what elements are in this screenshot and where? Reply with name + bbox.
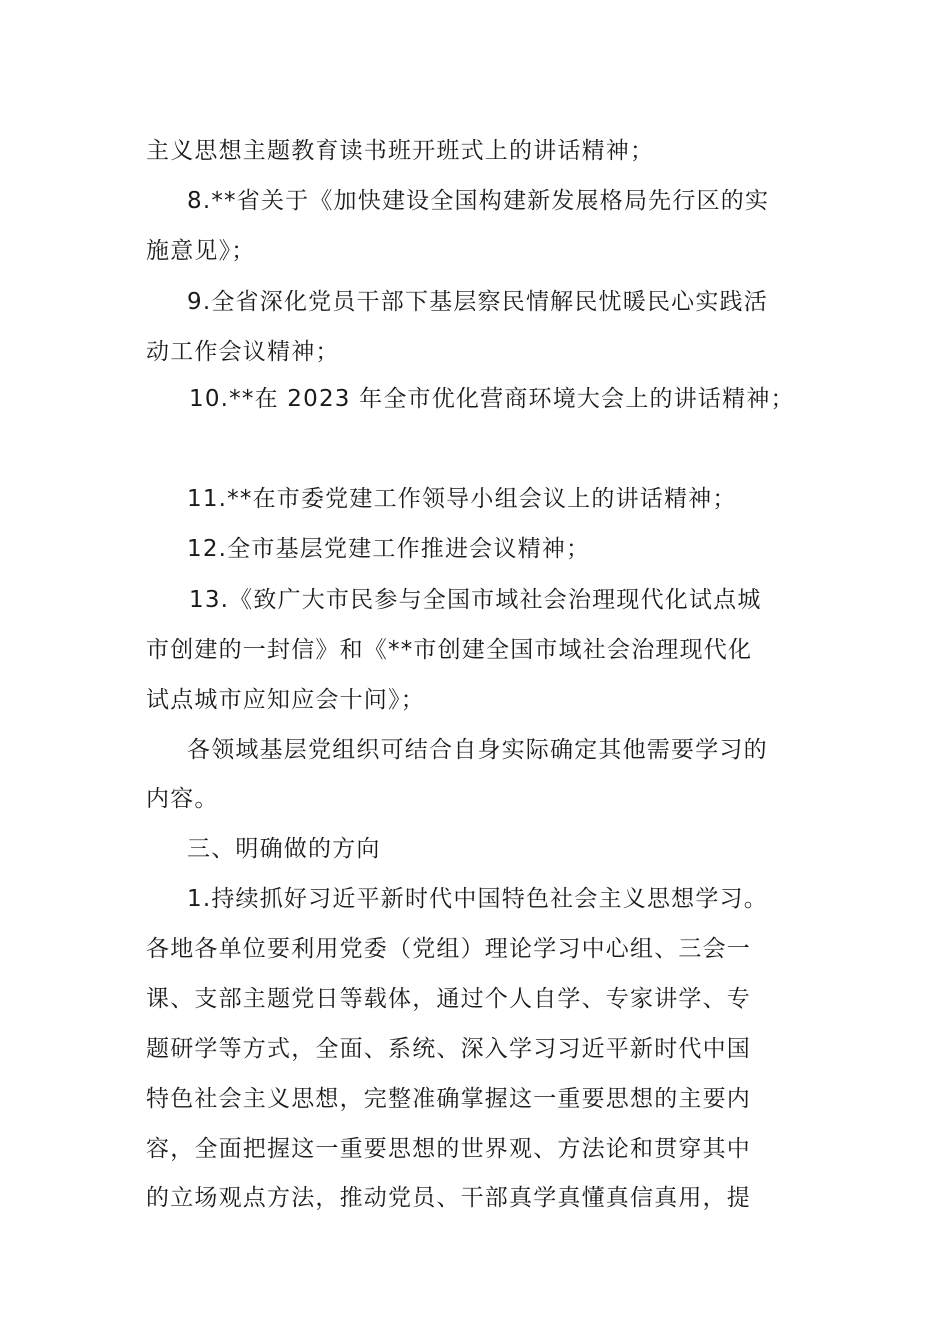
- text-line: 主义思想主题教育读书班开班式上的讲话精神；: [146, 138, 655, 164]
- text-line: 课、支部主题党日等载体，通过个人自学、专家讲学、专: [146, 986, 751, 1012]
- subsection-heading: 1.持续抓好习近平新时代中国特色社会主义思想学习。: [187, 886, 768, 912]
- text-line: 施意见》；: [146, 238, 256, 264]
- section-heading: 三、明确做的方向: [187, 836, 381, 862]
- list-item-13: 13.《致广大市民参与全国市域社会治理现代化试点城: [189, 587, 762, 613]
- list-item-9: 9.全省深化党员干部下基层察民情解民忧暖民心实践活: [187, 289, 768, 315]
- text-line: 容，全面把握这一重要思想的世界观、方法论和贯穿其中: [146, 1136, 751, 1162]
- text-line: 各地各单位要利用党委（党组）理论学习中心组、三会一: [146, 936, 751, 962]
- paragraph-line: 各领域基层党组织可结合自身实际确定其他需要学习的: [187, 737, 768, 763]
- text-line: 动工作会议精神；: [146, 339, 340, 365]
- list-item-11: 11.**在市委党建工作领导小组会议上的讲话精神；: [187, 486, 737, 512]
- text-line: 特色社会主义思想，完整准确掌握这一重要思想的主要内: [146, 1086, 751, 1112]
- text-line: 题研学等方式，全面、系统、深入学习习近平新时代中国: [146, 1036, 751, 1062]
- list-item-10: 10.**在 2023 年全市优化营商环境大会上的讲话精神；: [189, 386, 795, 412]
- text-line: 内容。: [146, 786, 219, 812]
- text-line: 的立场观点方法，推动党员、干部真学真懂真信真用，提: [146, 1185, 751, 1211]
- text-line: 试点城市应知应会十问》；: [146, 687, 425, 713]
- text-line: 市创建的一封信》和《**市创建全国市域社会治理现代化: [146, 637, 753, 663]
- list-item-8: 8.**省关于《加快建设全国构建新发展格局先行区的实: [187, 188, 770, 214]
- list-item-12: 12.全市基层党建工作推进会议精神；: [187, 536, 591, 562]
